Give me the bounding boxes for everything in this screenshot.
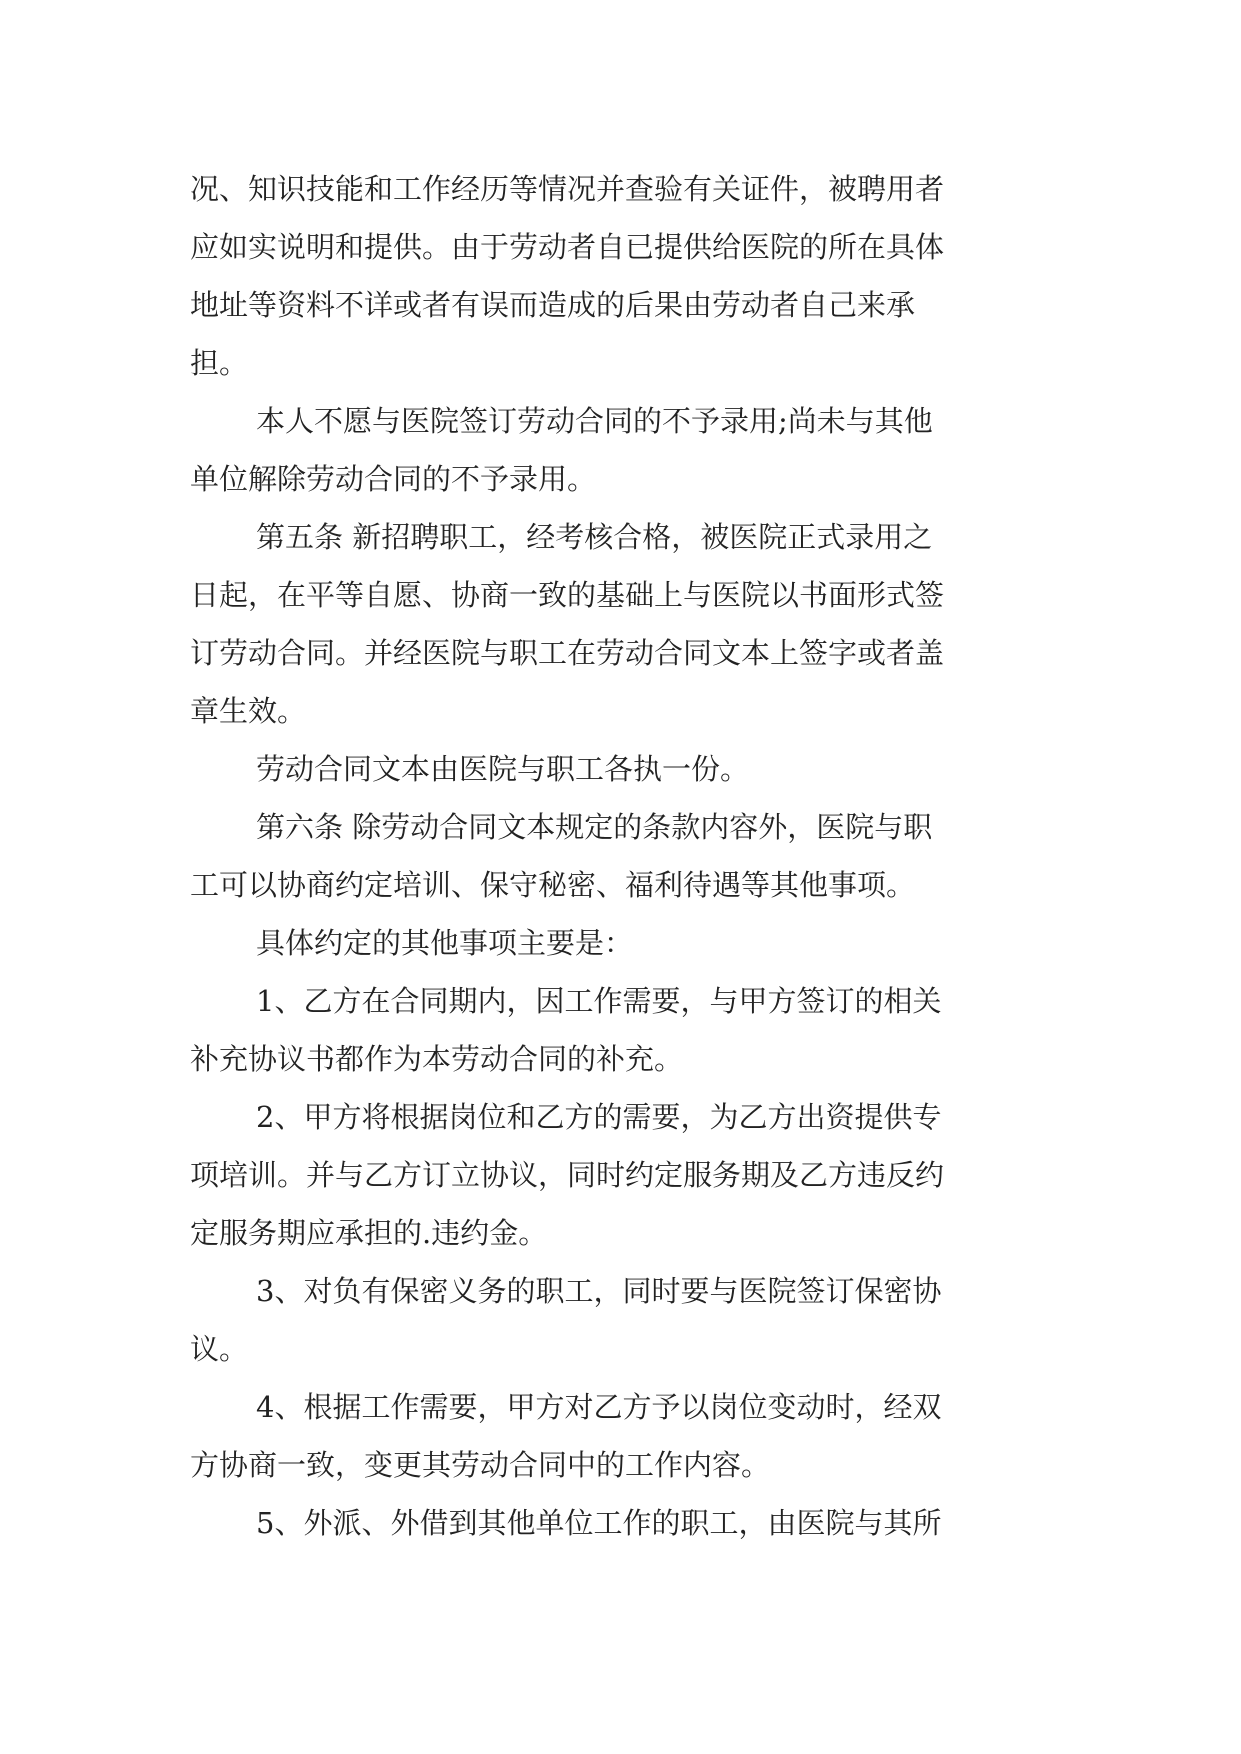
text-line: 章生效。 <box>190 694 307 728</box>
paragraph-start-line: 劳动合同文本由医院与职工各执一份。 <box>256 752 750 786</box>
list-item-2-line: 2、甲方将根据岗位和乙方的需要，为乙方出资提供专 <box>256 1100 942 1134</box>
text-line: 订劳动合同。并经医院与职工在劳动合同文本上签字或者盖 <box>190 636 945 670</box>
text-line: 应如实说明和提供。由于劳动者自已提供给医院的所在具体 <box>190 230 945 264</box>
list-item-3-line: 3、对负有保密义务的职工，同时要与医院签订保密协 <box>256 1274 942 1308</box>
text-line: 日起，在平等自愿、协商一致的基础上与医院以书面形式签 <box>190 578 945 612</box>
text-line: 况、知识技能和工作经历等情况并查验有关证件，被聘用者 <box>190 172 945 206</box>
text-line: 地址等资料不详或者有误而造成的后果由劳动者自己来承 <box>190 288 916 322</box>
text-line: 议。 <box>190 1332 249 1366</box>
list-item-4-line: 4、根据工作需要，甲方对乙方予以岗位变动时，经双 <box>256 1390 942 1424</box>
paragraph-start-line: 具体约定的其他事项主要是： <box>256 926 634 960</box>
text-line: 项培训。并与乙方订立协议，同时约定服务期及乙方违反约 <box>190 1158 945 1192</box>
text-line: 工可以协商约定培训、保守秘密、福利待遇等其他事项。 <box>190 868 916 902</box>
article-six-line: 第六条 除劳动合同文本规定的条款内容外，医院与职 <box>256 810 933 844</box>
text-line: 方协商一致，变更其劳动合同中的工作内容。 <box>190 1448 771 1482</box>
text-line: 定服务期应承担的.违约金。 <box>190 1216 548 1250</box>
text-line: 补充协议书都作为本劳动合同的补充。 <box>190 1042 684 1076</box>
text-line: 担。 <box>190 346 249 380</box>
article-five-line: 第五条 新招聘职工，经考核合格，被医院正式录用之 <box>256 520 933 554</box>
document-body <box>190 160 1050 1552</box>
paragraph-start-line: 本人不愿与医院签订劳动合同的不予录用;尚未与其他 <box>256 404 933 438</box>
text-line: 单位解除劳动合同的不予录用。 <box>190 462 597 496</box>
list-item-5-line: 5、外派、外借到其他单位工作的职工，由医院与其所 <box>256 1506 942 1540</box>
list-item-1-line: 1、乙方在合同期内，因工作需要，与甲方签订的相关 <box>256 984 942 1018</box>
